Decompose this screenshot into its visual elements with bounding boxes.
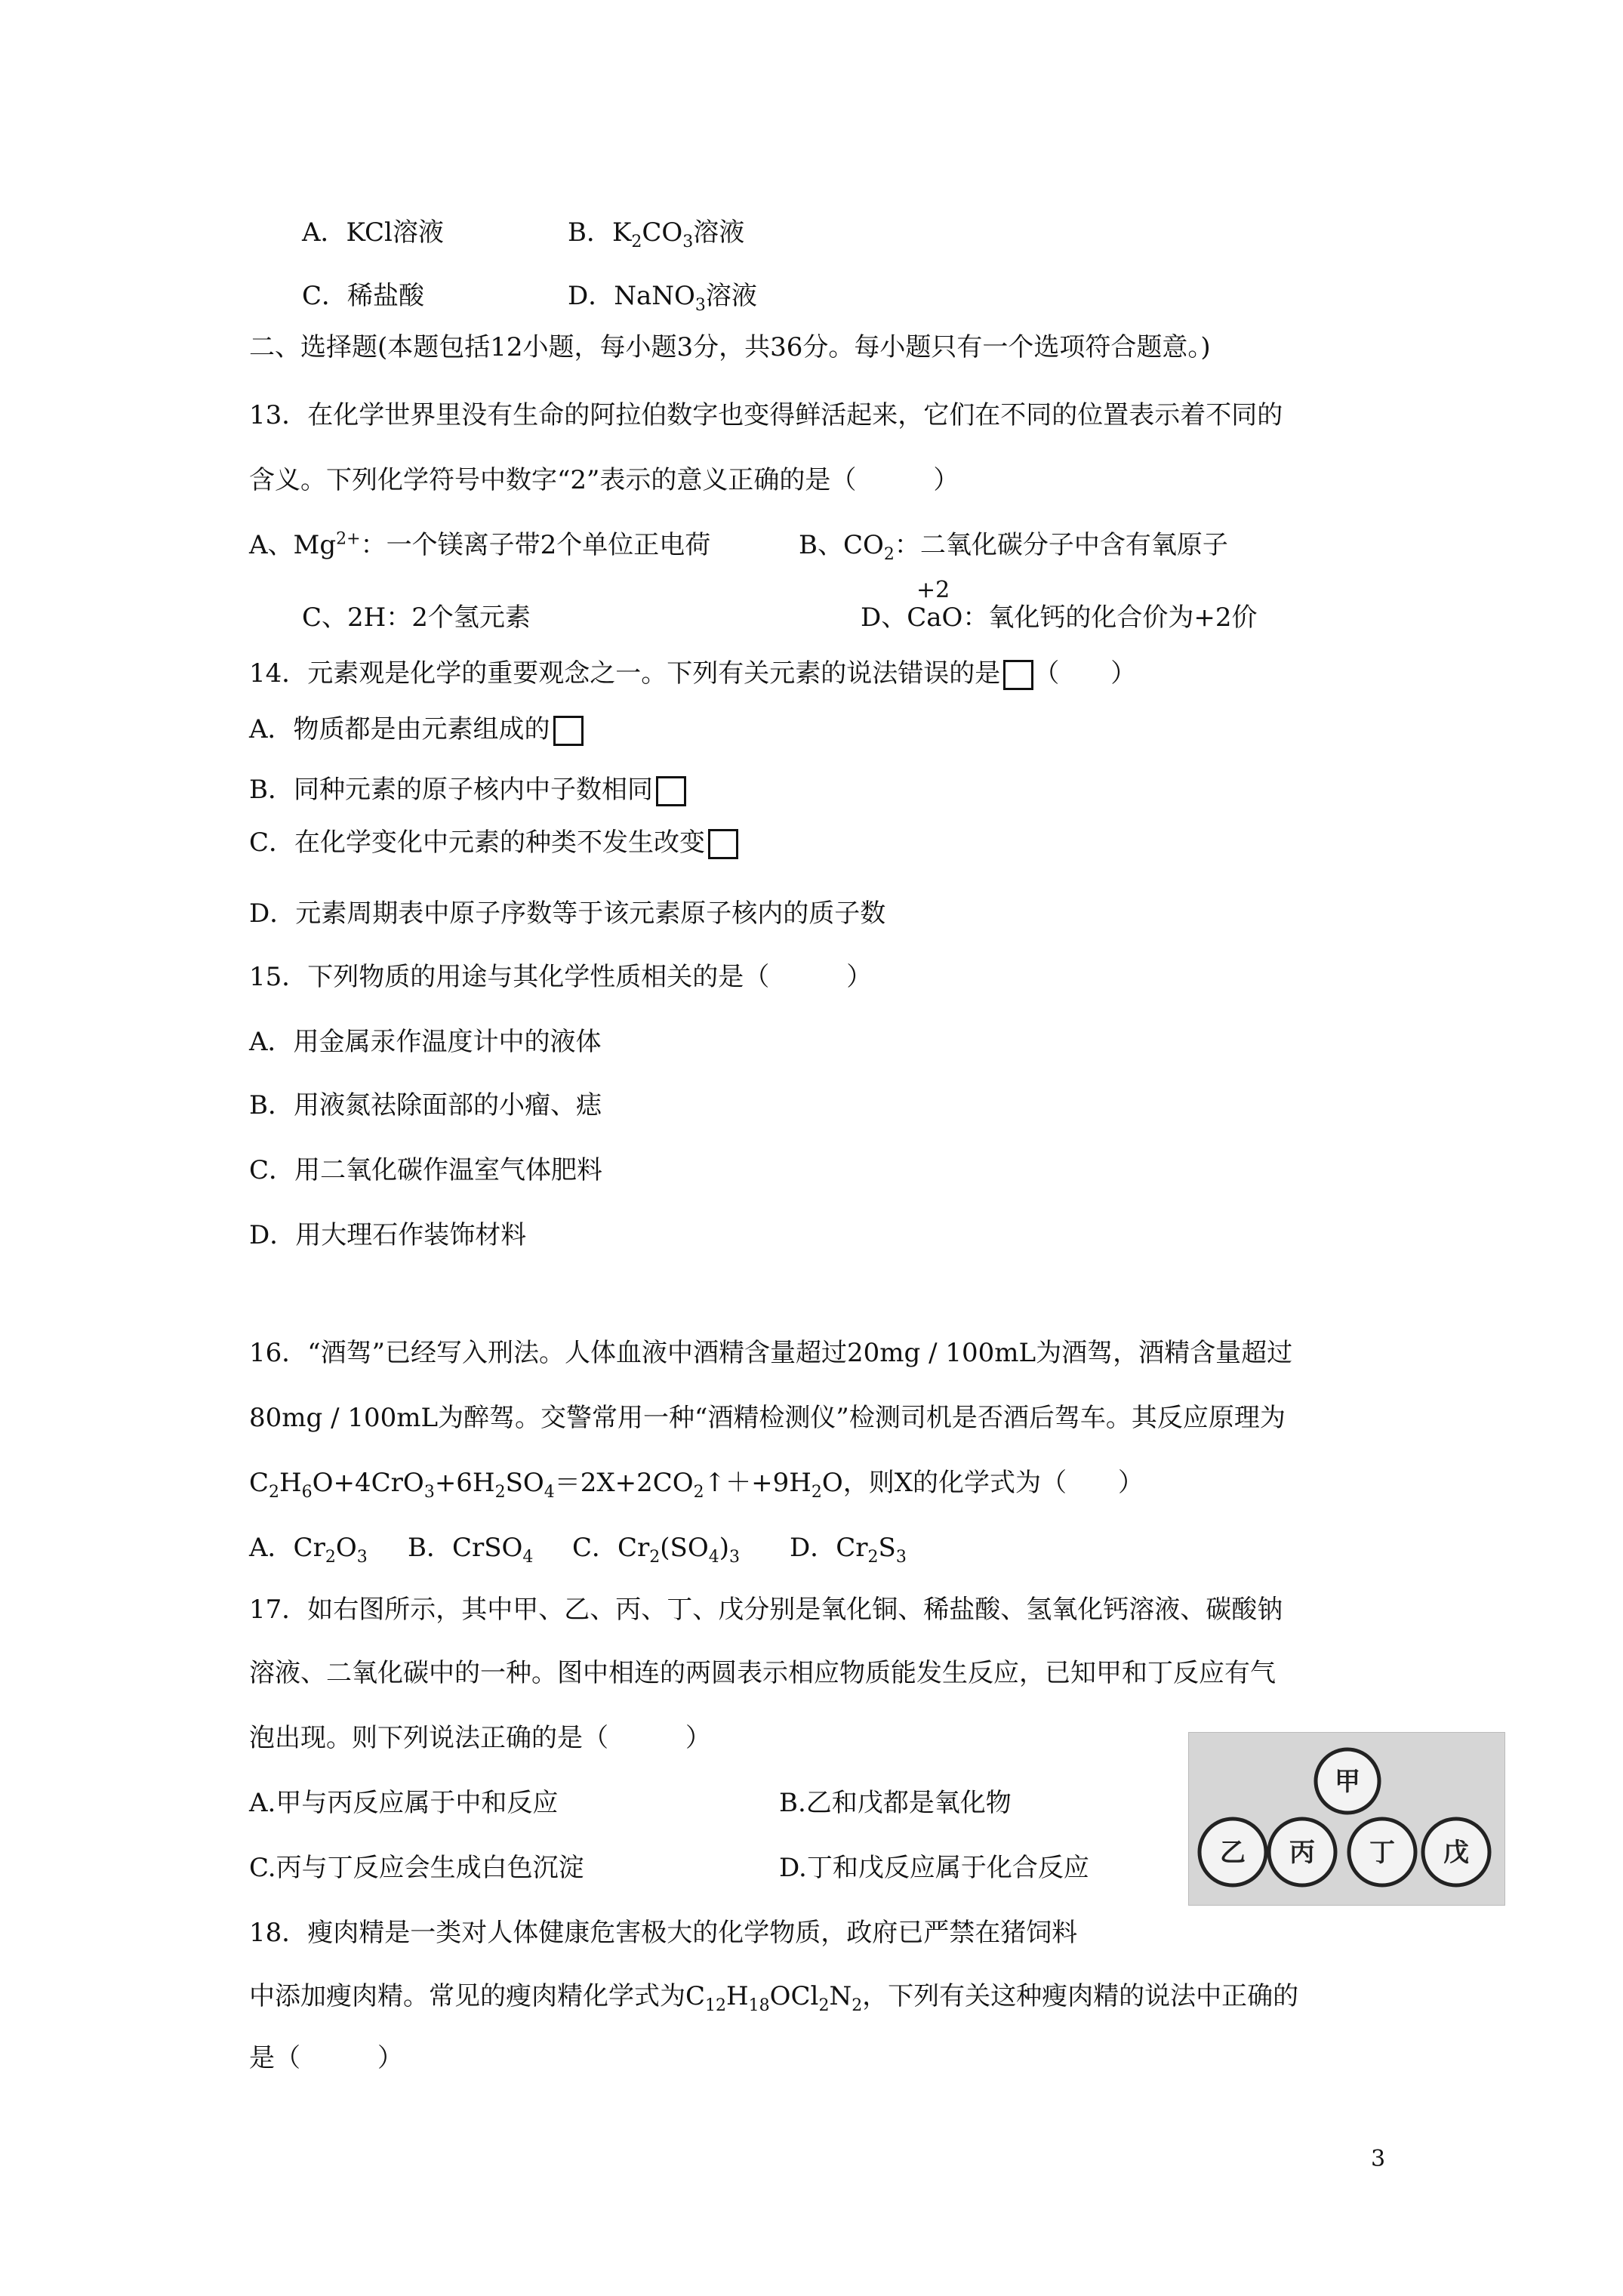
q12-option-b: B．$K_2CO_3$溶液: [568, 217, 745, 251]
q16-equation: $C_2H_6O+4CrO_3+6H_2SO_4=2X+2CO_2↑++9H_2O$，则X的化学式为（ ）: [249, 1468, 1144, 1502]
q13-option-d: D、CaO：氧化钙的化合价为+2价: [861, 603, 1258, 633]
reaction-circles-figure: [1188, 1732, 1505, 1906]
q17-line3: 泡出现。则下列说法正确的是（ ）: [249, 1723, 711, 1753]
q13-stem-line2: 含义。下列化学符号中数字“2”表示的意义正确的是（ ）: [249, 465, 959, 495]
label-ding: 丁: [1369, 1838, 1395, 1868]
circles-diagram: [1189, 1733, 1504, 1905]
q12-option-a: A．KCl溶液: [302, 217, 444, 248]
q16-option-d: D．$Cr_2S_3$: [790, 1533, 907, 1567]
q13-option-b: B、$CO_2$：二氧化碳分子中含有氧原子: [799, 530, 1228, 564]
label-wu: 戊: [1443, 1838, 1469, 1868]
q17-line1: 17．如右图所示，其中甲、乙、丙、丁、戊分别是氧化铜、稀盐酸、氢氧化钙溶液、碳酸钠: [249, 1595, 1283, 1625]
q14-option-b: B．同种元素的原子核内中子数相同: [249, 773, 686, 806]
section-heading: 二、选择题(本题包括12小题，每小题3分，共36分。每小题只有一个选项符合题意。): [249, 332, 1211, 362]
answer-box: [708, 829, 738, 859]
q16-option-c: C．$Cr_2(SO_4)_3$: [572, 1533, 740, 1567]
label-yi: 乙: [1220, 1838, 1246, 1868]
q16-line2: 80mg / 100mL为醉驾。交警常用一种“酒精检测仪”检测司机是否酒后驾车。其反应原理为: [249, 1403, 1286, 1433]
q16-line1: 16．“酒驾”已经写入刑法。人体血液中酒精含量超过20mg / 100mL为酒驾，酒精含量超过: [249, 1338, 1293, 1368]
q18-line1: 18．瘦肉精是一类对人体健康危害极大的化学物质，政府已严禁在猪饲料: [249, 1918, 1078, 1948]
q15-stem: 15．下列物质的用途与其化学性质相关的是（ ）: [249, 962, 873, 992]
q12-option-c: C．稀盐酸: [302, 281, 425, 311]
q14-option-d: D．元素周期表中原子序数等于该元素原子核内的质子数: [249, 898, 886, 929]
q17-option-d: D.丁和戊反应属于化合反应: [779, 1853, 1089, 1883]
q14-stem: 14．元素观是化学的重要观念之一。下列有关元素的说法错误的是 （ ）: [249, 658, 1137, 689]
q18-line2: 中添加瘦肉精。常见的瘦肉精化学式为$C_{12}H_{18}OCl_2N_2$，下列有关这种瘦肉精的说法中正确的: [249, 1981, 1299, 2015]
q16-option-a: A．$Cr_2O_3$: [249, 1533, 368, 1567]
q13-option-c: C、2H：2个氢元素: [302, 603, 531, 633]
q13-valence-mark: +2: [916, 577, 950, 603]
q15-option-b: B．用液氮祛除面部的小瘤、痣: [249, 1090, 602, 1120]
q18-line3: 是（ ）: [249, 2043, 403, 2073]
label-bing: 丙: [1289, 1838, 1315, 1868]
page-number: 3: [1371, 2146, 1386, 2172]
q14-option-a: A．物质都是由元素组成的: [249, 713, 584, 746]
q13-option-a: A、$Mg^{2+}$：一个镁离子带2个单位正电荷: [249, 529, 711, 560]
label-jia: 甲: [1335, 1767, 1360, 1797]
q12-option-d: D．NaNO$_3$溶液: [568, 281, 757, 315]
q15-option-d: D．用大理石作装饰材料: [249, 1220, 527, 1250]
answer-box: [553, 716, 584, 746]
answer-box: [656, 776, 686, 806]
answer-box: [1003, 660, 1033, 690]
q17-option-c: C.丙与丁反应会生成白色沉淀: [249, 1853, 584, 1883]
q17-option-b: B.乙和戊都是氧化物: [779, 1788, 1012, 1818]
q13-stem-line1: 13．在化学世界里没有生命的阿拉伯数字也变得鲜活起来，它们在不同的位置表示着不同的: [249, 400, 1283, 430]
q16-option-b: B．CrSO$_4$: [408, 1533, 534, 1567]
q15-option-c: C．用二氧化碳作温室气体肥料: [249, 1155, 603, 1185]
q14-option-c: C．在化学变化中元素的种类不发生改变: [249, 826, 738, 859]
q17-option-a: A.甲与丙反应属于中和反应: [249, 1788, 559, 1818]
q15-option-a: A．用金属汞作温度计中的液体: [249, 1027, 602, 1057]
q17-line2: 溶液、二氧化碳中的一种。图中相连的两圆表示相应物质能发生反应，已知甲和丁反应有气: [249, 1658, 1276, 1688]
